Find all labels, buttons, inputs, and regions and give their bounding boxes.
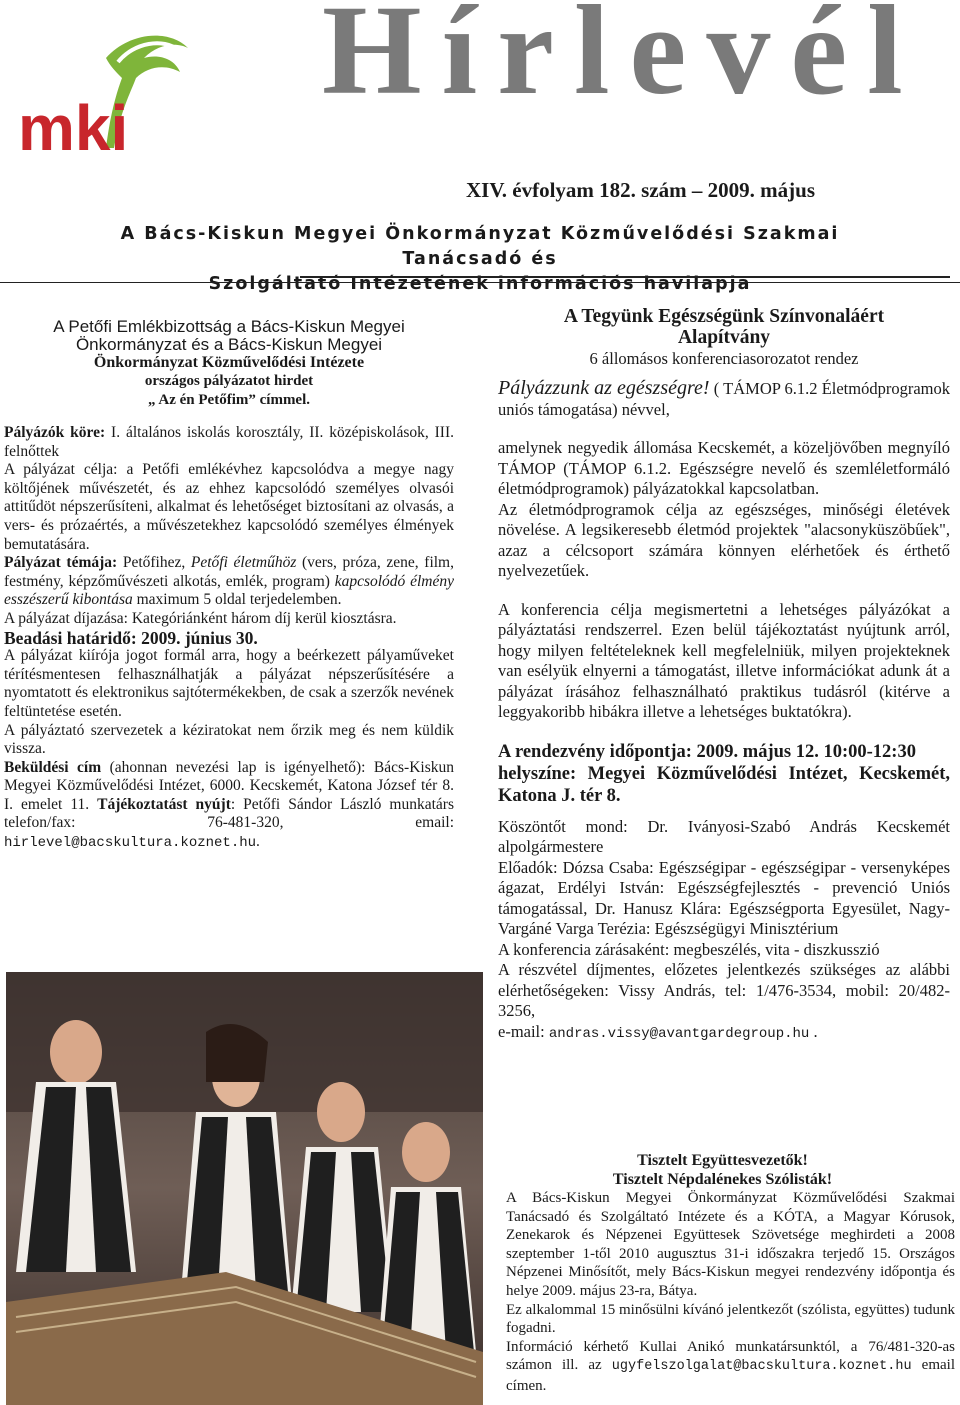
- theme-paragraph: [4, 554, 454, 610]
- subtitle-line-2: Szolgáltató Intézetének információs havilapja: [208, 274, 752, 294]
- mki-logo: [18, 28, 198, 158]
- event-date: A rendezvény időpontja: 2009. május 12. 10:00-12:30: [498, 741, 916, 762]
- slogan: Pályázzunk az egészségre!: [498, 377, 710, 399]
- applicants-text: I. általános iskolás korosztály, II. középiskolások, III. felnőttek: [4, 424, 454, 460]
- article-head-3: Önkormányzat Közművelődési Intézete: [93, 354, 365, 371]
- notice-head-2: Tisztelt Népdalénekes Szólisták!: [612, 1170, 833, 1188]
- issue-line: XIV. évfolyam 182. szám – 2009. május: [465, 178, 815, 202]
- petofi-call-article: [4, 318, 454, 853]
- folk-music-notice: [490, 1152, 955, 1405]
- foundation-sub: 6 állomásos konferenciasorozatot rendez: [589, 349, 859, 368]
- email-label: e-mail:: [498, 1021, 549, 1041]
- greeting: Köszöntőt mond: Dr. Iványosi-Szabó András Kecskemét alpolgármestere: [498, 816, 950, 856]
- theme-label: Pályázat témája:: [4, 554, 118, 572]
- registration-email-link[interactable]: andras.vissy@avantgardegroup.hu: [548, 1025, 810, 1042]
- conference-para-3: A konferencia célja megismertetni a lehetséges pályázókat a pályáztatási rendszerrel. Ezen belül tájékoztatást nyújtunk arról, hogy milyen feltételeknek kell megfelelniük, milyen projekteknek van esélyük elnyerni a támogatást, illetve információkat adunk át a pályázat írásához felhasználható praktikus tudásról (kitérve a leggyakoribb hibákra illetve a lehetséges buktatókra).: [498, 599, 950, 721]
- notice-head-1: Tisztelt Együttesvezetők!: [637, 1152, 808, 1169]
- return-paragraph: A pályáztató szervezetek a kéziratokat nem őrzik meg és nem küldik vissza.: [4, 721, 454, 758]
- email-end: .: [809, 1021, 818, 1041]
- deadline: Beadási határidő: 2009. június 30.: [4, 627, 258, 648]
- header-rule-thin: [0, 282, 960, 283]
- theme-text-a: Petőfihez,: [117, 554, 191, 572]
- applicants-label: Pályázók köre:: [4, 424, 106, 441]
- applicants-paragraph: [4, 424, 454, 461]
- conference-para-1: amelynek negyedik állomása Kecskemét, a közeljövőben megnyíló TÁMOP (TÁMOP 6.1.2. Egészségre nevelő és szemléletformáló életmódprogramok) pályázatokkal kapcsolatban.: [498, 438, 950, 498]
- logo-text: mki: [18, 92, 129, 158]
- speakers: Előadók: Dózsa Csaba: Egészségipar - egészségipar - versenyképes ágazat, Erdélyi István: Egészségfejlesztés - prevenció Uniós támogatással, Dr. Hanusz Klára: Egészségporta Egyesület, Nagy-Vargáné Varga Terézia: Egészségügyi Minisztérium: [498, 857, 950, 938]
- subtitle-line-1: A Bács-Kiskun Megyei Önkormányzat Közművelődési Szakmai Tanácsadó és: [120, 224, 840, 269]
- notice-para-3-end: email címen.: [506, 1357, 955, 1394]
- address-label: Beküldési cím: [4, 758, 102, 776]
- article-head-5: „ Az én Petőfim” címmel.: [147, 392, 311, 408]
- theme-text-d: kapcsolódó élmény esszészerű kibontása: [4, 572, 454, 609]
- prize-paragraph: A pályázat díjazása: Kategóriánként három díj kerül kiosztásra.: [4, 609, 397, 627]
- newsletter-title: Hírlevél: [322, 0, 923, 121]
- musicians-photo: [6, 972, 483, 1405]
- theme-text-c: (vers, próza, zene, film, festmény, képzőművészeti alkotás, emlék, program): [4, 554, 454, 590]
- header-rule: [300, 276, 950, 278]
- theme-text-b: Petőfi életműhöz: [190, 554, 297, 572]
- address-text: (ahonnan nevezési lap is igényelhető): Bács-Kiskun Megyei Közművelődési Intézet, 6000. Kecskemét, Katona József tér 8. I. emelet 11.: [4, 758, 454, 813]
- article-head-4: országos pályázatot hirdet: [144, 373, 314, 389]
- article-head-2: Önkormányzat és a Bács-Kiskun Megyei: [75, 334, 383, 354]
- notice-email-link[interactable]: ugyfelszolgalat@bacskultura.koznet.hu: [611, 1359, 912, 1375]
- closing: A konferencia zárásaként: megbeszélés, vita - diszkusszió: [498, 939, 880, 959]
- registration: A részvétel díjmentes, előzetes jelentkezés szükséges az alábbi elérhetőségeken: Vissy András, tel: 1/476-3534, mobil: 20/482-3256,: [498, 960, 950, 1020]
- notice-para-3-text: Információ kérhető Kullai Anikó munkatársunktól, a 76/481-320-as számon ill. az: [506, 1338, 955, 1374]
- subtitle: [60, 222, 900, 297]
- info-label: Tájékoztatást nyújt: [97, 795, 231, 813]
- info-end: .: [256, 833, 260, 851]
- article-head-1: A Petőfi Emlékbizottság a Bács-Kiskun Megyei: [53, 317, 405, 336]
- slogan-paragraph: [498, 378, 950, 420]
- info-text: : Petőfi Sándor László munkatárs telefon/fax: 76-481-320, email:: [4, 795, 454, 832]
- notice-para-3: [490, 1338, 955, 1396]
- goal-paragraph: A pályázat célja: a Petőfi emlékévhez kapcsolódva a megye nagy költőjének művészetét, és az ehhez kapcsolódó személyes olvasói attitűdöt népszerűsíteni, alkalmat és lehetőséget biztosítani az olvasás, a vers- és prózaértés, a művészetekhez kapcsolódó személyes élmények bemutatására.: [4, 461, 454, 553]
- rights-paragraph: A pályázat kiírója jogot formál arra, hogy a beérkezett pályaműveket térítésmentesen felhasználhatják a pályázat népszerűsítésére a nyomtatott és elektronikus sajtótermékekben, de csak a szerzők nevének feltüntetése esetén.: [4, 647, 454, 720]
- slogan-rest: ( TÁMOP 6.1.2 Életmódprogramok uniós támogatása) névvel,: [498, 379, 950, 419]
- event-venue: helyszíne: Megyei Közművelődési Intézet, Kecskemét, Katona J. tér 8.: [498, 763, 950, 806]
- conference-para-2: Az életmódprogramok célja az egészséges, minőségi életévek növelése. A legsikeresebb életmód projektek "alacsonyküszöbűek", azaz a célcsoport számára könnyen elérhetőek és érthető nyelvezetűek.: [498, 499, 950, 580]
- theme-text-e: maximum 5 oldal terjedelemben.: [132, 591, 342, 609]
- foundation-title-2: Alapítvány: [677, 327, 771, 348]
- email-line: [498, 1022, 950, 1045]
- contact-email-link[interactable]: hirlevel@bacskultura.koznet.hu: [4, 835, 257, 852]
- notice-para-2: Ez alkalommal 15 minősülni kívánó jelentkezőt (szólista, együttes) tudunk fogadni.: [506, 1301, 955, 1337]
- health-conference-article: [498, 306, 950, 1044]
- foundation-title-1: A Tegyünk Egészségünk Színvonaláért: [563, 306, 885, 327]
- address-paragraph: [4, 759, 454, 853]
- notice-para-1: A Bács-Kiskun Megyei Önkormányzat Közművelődési Szakmai Tanácsadó és Szolgáltató Intézete és a KÓTA, a Magyar Kórusok, Zenekarok és Népzenei Együttesek Szövetsége meghirdeti a 2008 szeptember 1-től 2010 augusztus 31-i időszakra terjedő 15. Országos Népzenei Minősítőt, mely Bács-Kiskun megyei rendezvény időpontja és helye 2009. május 23-ra, Bátya.: [506, 1190, 955, 1299]
